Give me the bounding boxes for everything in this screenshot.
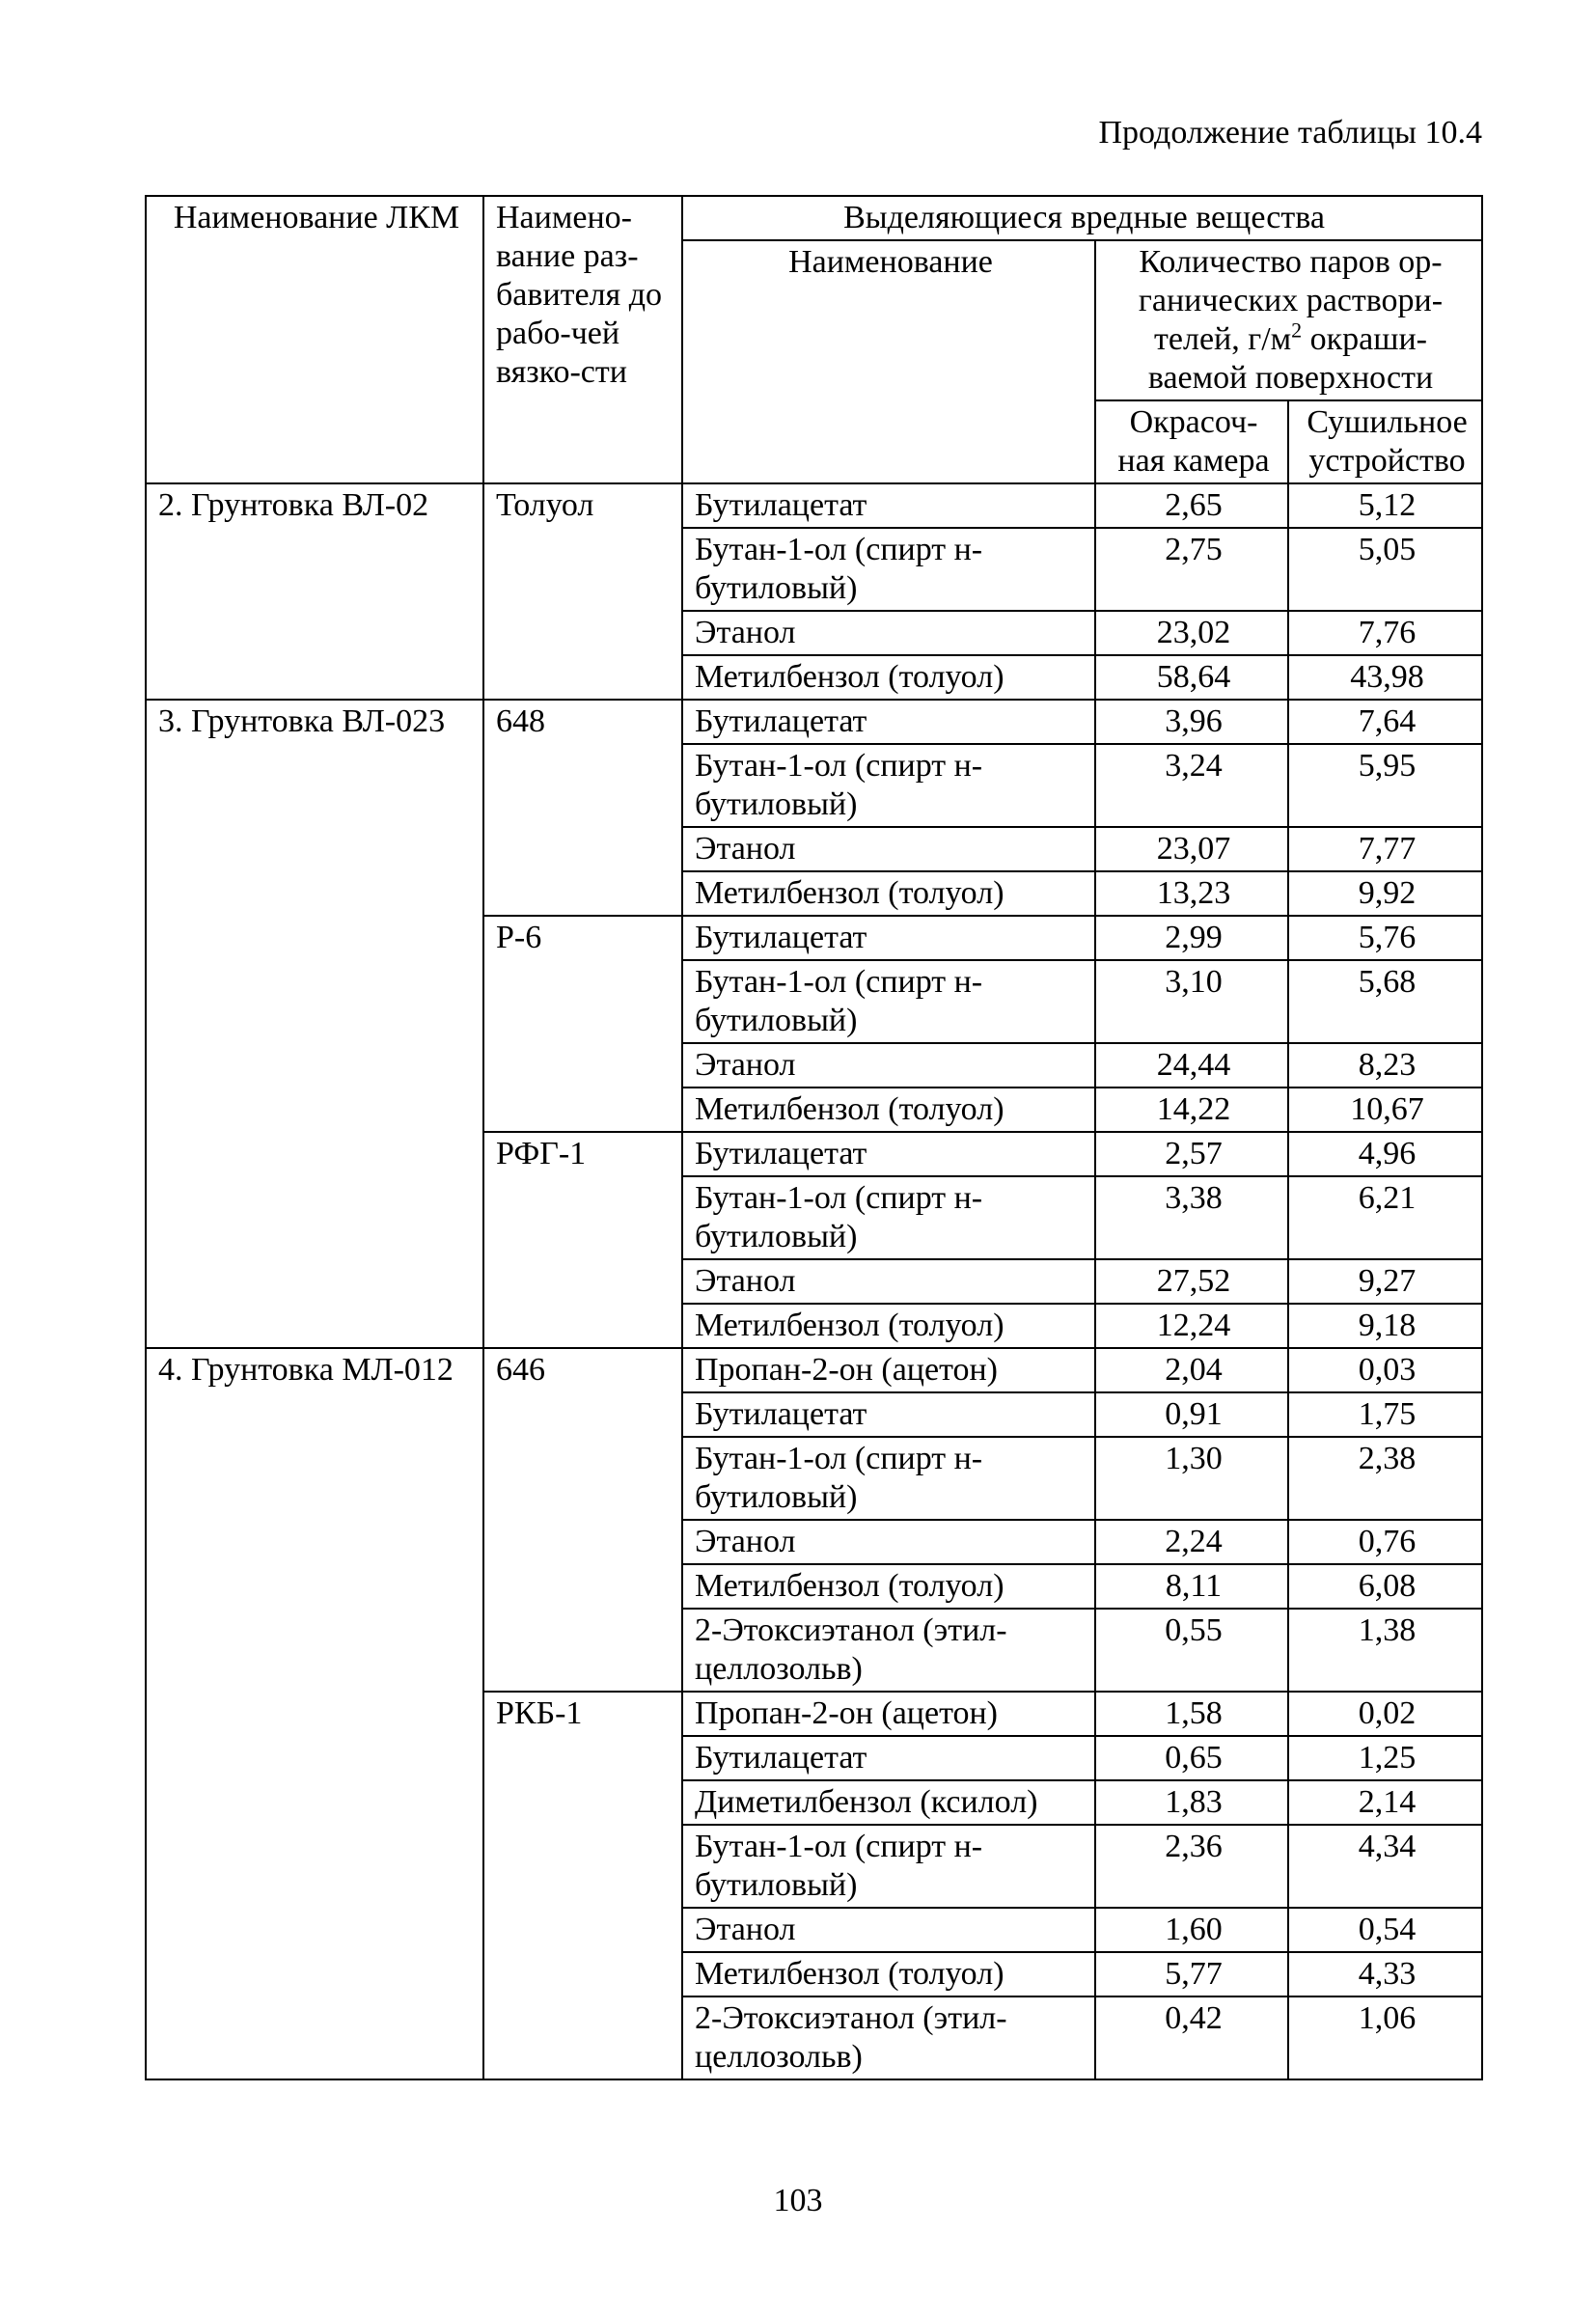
dryer-value-cell: 6,21 [1288, 1176, 1482, 1259]
substance-name-cell: Метилбензол (толуол) [682, 655, 1095, 700]
header-quantity-superscript: 2 [1291, 317, 1303, 343]
dryer-value-cell: 2,38 [1288, 1437, 1482, 1520]
dryer-value-cell: 9,92 [1288, 871, 1482, 916]
booth-value-cell: 23,07 [1095, 827, 1288, 871]
booth-value-cell: 8,11 [1095, 1564, 1288, 1609]
dryer-value-cell: 5,68 [1288, 960, 1482, 1043]
substance-name-cell: Бутан-1-ол (спирт н-бутиловый) [682, 960, 1095, 1043]
dryer-value-cell: 5,76 [1288, 916, 1482, 960]
dryer-value-cell: 2,14 [1288, 1780, 1482, 1825]
substance-name-cell: Этанол [682, 1259, 1095, 1304]
booth-value-cell: 2,65 [1095, 483, 1288, 528]
booth-value-cell: 1,58 [1095, 1692, 1288, 1736]
substance-name-cell: Этанол [682, 1043, 1095, 1088]
header-booth: Окрасоч-ная камера [1095, 400, 1288, 483]
header-dryer: Сушильное устройство [1288, 400, 1482, 483]
dryer-value-cell: 7,64 [1288, 700, 1482, 744]
dryer-value-cell: 5,05 [1288, 528, 1482, 611]
substance-name-cell: Бутилацетат [682, 1736, 1095, 1780]
header-quantity [1095, 240, 1482, 400]
table-row [146, 1348, 1482, 1392]
material-name-cell: 4. Грунтовка МЛ-012 [146, 1348, 483, 2079]
dryer-value-cell: 4,34 [1288, 1825, 1482, 1908]
substance-name-cell: 2-Этоксиэтанол (этил-целлозольв) [682, 1996, 1095, 2079]
booth-value-cell: 27,52 [1095, 1259, 1288, 1304]
substance-name-cell: Бутилацетат [682, 1392, 1095, 1437]
substance-name-cell: Этанол [682, 1908, 1095, 1952]
substance-name-cell: Пропан-2-он (ацетон) [682, 1692, 1095, 1736]
booth-value-cell: 13,23 [1095, 871, 1288, 916]
booth-value-cell: 2,99 [1095, 916, 1288, 960]
booth-value-cell: 2,57 [1095, 1132, 1288, 1176]
header-quantity-text-end: окраши-ваемой поверхности [1147, 321, 1434, 396]
dryer-value-cell: 4,33 [1288, 1952, 1482, 1996]
dryer-value-cell: 0,54 [1288, 1908, 1482, 1952]
booth-value-cell: 14,22 [1095, 1088, 1288, 1132]
dryer-value-cell: 1,06 [1288, 1996, 1482, 2079]
table-header [146, 196, 1482, 483]
booth-value-cell: 2,36 [1095, 1825, 1288, 1908]
dryer-value-cell: 1,38 [1288, 1609, 1482, 1692]
table-body [146, 483, 1482, 2079]
dryer-value-cell: 5,12 [1288, 483, 1482, 528]
booth-value-cell: 0,42 [1095, 1996, 1288, 2079]
page-number: 103 [773, 2183, 823, 2218]
substance-name-cell: Метилбензол (толуол) [682, 871, 1095, 916]
dryer-value-cell: 9,27 [1288, 1259, 1482, 1304]
booth-value-cell: 0,65 [1095, 1736, 1288, 1780]
dryer-value-cell: 43,98 [1288, 655, 1482, 700]
dryer-value-cell: 0,76 [1288, 1520, 1482, 1564]
substance-name-cell: Этанол [682, 827, 1095, 871]
dryer-value-cell: 6,08 [1288, 1564, 1482, 1609]
booth-value-cell: 3,38 [1095, 1176, 1288, 1259]
solvent-name-cell: Толуол [483, 483, 682, 700]
booth-value-cell: 3,96 [1095, 700, 1288, 744]
dryer-value-cell: 0,03 [1288, 1348, 1482, 1392]
substance-name-cell: Метилбензол (толуол) [682, 1564, 1095, 1609]
solvent-name-cell: РКБ-1 [483, 1692, 682, 2079]
substance-name-cell: Этанол [682, 611, 1095, 655]
substance-name-cell: Бутан-1-ол (спирт н-бутиловый) [682, 744, 1095, 827]
booth-value-cell: 24,44 [1095, 1043, 1288, 1088]
dryer-value-cell: 9,18 [1288, 1304, 1482, 1348]
substance-name-cell: Бутилацетат [682, 483, 1095, 528]
header-material: Наименование ЛКМ [146, 196, 483, 483]
booth-value-cell: 2,24 [1095, 1520, 1288, 1564]
substance-name-cell: Бутан-1-ол (спирт н-бутиловый) [682, 1437, 1095, 1520]
header-emitted-substances: Выделяющиеся вредные вещества [682, 196, 1482, 240]
dryer-value-cell: 1,75 [1288, 1392, 1482, 1437]
substance-name-cell: Метилбензол (толуол) [682, 1952, 1095, 1996]
substance-name-cell: Бутилацетат [682, 916, 1095, 960]
header-substance-name: Наименование [682, 240, 1095, 483]
header-quantity-text: Количество паров ор-ганических раствори-телей, г/м [1138, 244, 1444, 357]
substance-name-cell: 2-Этоксиэтанол (этил-целлозольв) [682, 1609, 1095, 1692]
booth-value-cell: 2,04 [1095, 1348, 1288, 1392]
substance-name-cell: Бутан-1-ол (спирт н-бутиловый) [682, 528, 1095, 611]
dryer-value-cell: 7,76 [1288, 611, 1482, 655]
substance-name-cell: Метилбензол (толуол) [682, 1304, 1095, 1348]
dryer-value-cell: 10,67 [1288, 1088, 1482, 1132]
table-row [146, 700, 1482, 744]
substance-name-cell: Бутан-1-ол (спирт н-бутиловый) [682, 1825, 1095, 1908]
booth-value-cell: 0,91 [1095, 1392, 1288, 1437]
booth-value-cell: 2,75 [1095, 528, 1288, 611]
table-row [146, 483, 1482, 528]
substance-name-cell: Этанол [682, 1520, 1095, 1564]
dryer-value-cell: 5,95 [1288, 744, 1482, 827]
booth-value-cell: 1,30 [1095, 1437, 1288, 1520]
substance-name-cell: Бутан-1-ол (спирт н-бутиловый) [682, 1176, 1095, 1259]
dryer-value-cell: 0,02 [1288, 1692, 1482, 1736]
dryer-value-cell: 1,25 [1288, 1736, 1482, 1780]
table-continuation-label: Продолжение таблицы 10.4 [1098, 115, 1482, 151]
solvent-name-cell: Р-6 [483, 916, 682, 1132]
dryer-value-cell: 4,96 [1288, 1132, 1482, 1176]
dryer-value-cell: 8,23 [1288, 1043, 1482, 1088]
booth-value-cell: 0,55 [1095, 1609, 1288, 1692]
solvent-name-cell: РФГ-1 [483, 1132, 682, 1348]
booth-value-cell: 3,24 [1095, 744, 1288, 827]
material-name-cell: 2. Грунтовка ВЛ-02 [146, 483, 483, 700]
substance-name-cell: Диметилбензол (ксилол) [682, 1780, 1095, 1825]
booth-value-cell: 1,83 [1095, 1780, 1288, 1825]
booth-value-cell: 23,02 [1095, 611, 1288, 655]
booth-value-cell: 3,10 [1095, 960, 1288, 1043]
booth-value-cell: 58,64 [1095, 655, 1288, 700]
substance-name-cell: Бутилацетат [682, 1132, 1095, 1176]
material-name-cell: 3. Грунтовка ВЛ-023 [146, 700, 483, 1348]
booth-value-cell: 1,60 [1095, 1908, 1288, 1952]
substance-name-cell: Метилбензол (толуол) [682, 1088, 1095, 1132]
substance-name-cell: Пропан-2-он (ацетон) [682, 1348, 1095, 1392]
dryer-value-cell: 7,77 [1288, 827, 1482, 871]
solvent-name-cell: 648 [483, 700, 682, 916]
solvent-name-cell: 646 [483, 1348, 682, 1692]
booth-value-cell: 12,24 [1095, 1304, 1288, 1348]
emissions-table [145, 195, 1483, 2080]
substance-name-cell: Бутилацетат [682, 700, 1095, 744]
header-solvent: Наимено-вание раз-бавителя до рабо-чей вязко-сти [483, 196, 682, 483]
booth-value-cell: 5,77 [1095, 1952, 1288, 1996]
